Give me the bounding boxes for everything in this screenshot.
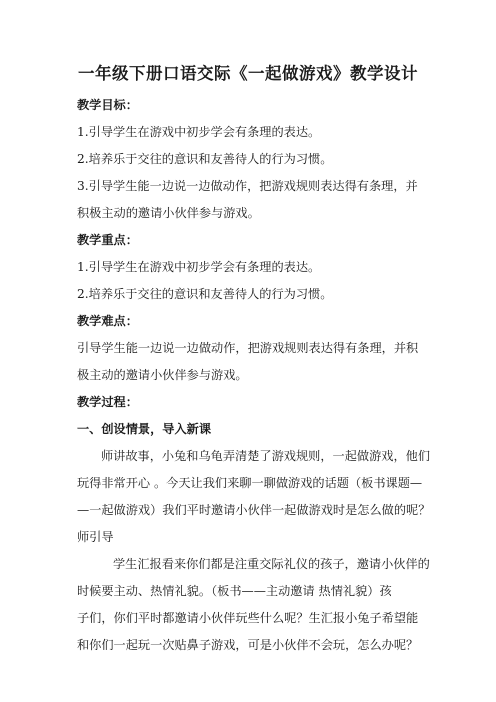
heading-difficulties: 教学难点： [77,314,138,328]
section-one-heading: 一、创设情景，导入新课 [77,422,212,436]
paragraph-2-line-3: 子们，你们平时都邀请小伙伴玩些什么呢？生汇报小兔子希望能 [77,611,419,625]
difficulty-line-2: 极主动的邀请小伙伴参与游戏。 [77,368,248,382]
objective-3-line-2: 积极主动的邀请小伙伴参与游戏。 [77,206,260,220]
objective-3-line-1: 3.引导学生能一边说一边做动作，把游戏规则表达得有条理，并 [77,179,418,193]
paragraph-1-line-1: 师讲故事，小兔和乌龟弄清楚了游戏规则，一起做游戏，他们 [101,449,431,463]
paragraph-2-line-1: 学生汇报看来你们都是注重交际礼仪的孩子，邀请小伙伴的 [113,557,430,571]
objective-2: 2.培养乐于交往的意识和友善待人的行为习惯。 [77,152,333,166]
paragraph-1-line-4: 师引导 [77,530,114,544]
paragraph-2-line-2: 时候要主动、热情礼貌。（板书——主动邀请 热情礼貌）孩 [77,584,392,598]
paragraph-1-line-3: —一起做游戏）我们平时邀请小伙伴一起做游戏时是怎么做的呢？ [77,503,431,517]
heading-key-points: 教学重点： [77,233,138,247]
document-title: 一年级下册口语交际《一起做游戏》教学设计 [78,64,418,83]
paragraph-1-line-2: 玩得非常开心 。今天让我们来聊一聊做游戏的话题（板书课题— [77,476,423,490]
heading-objectives: 教学目标： [77,98,138,112]
paragraph-2-line-4: 和你们一起玩一次贴鼻子游戏，可是小伙伴不会玩，怎么办呢？ [77,638,419,652]
heading-process: 教学过程： [77,395,138,409]
difficulty-line-1: 引导学生能一边说一边做动作，把游戏规则表达得有条理，并积 [77,341,419,355]
objective-1: 1.引导学生在游戏中初步学会有条理的表达。 [77,125,321,139]
key-point-1: 1.引导学生在游戏中初步学会有条理的表达。 [77,260,321,274]
key-point-2: 2.培养乐于交往的意识和友善待人的行为习惯。 [77,287,333,301]
